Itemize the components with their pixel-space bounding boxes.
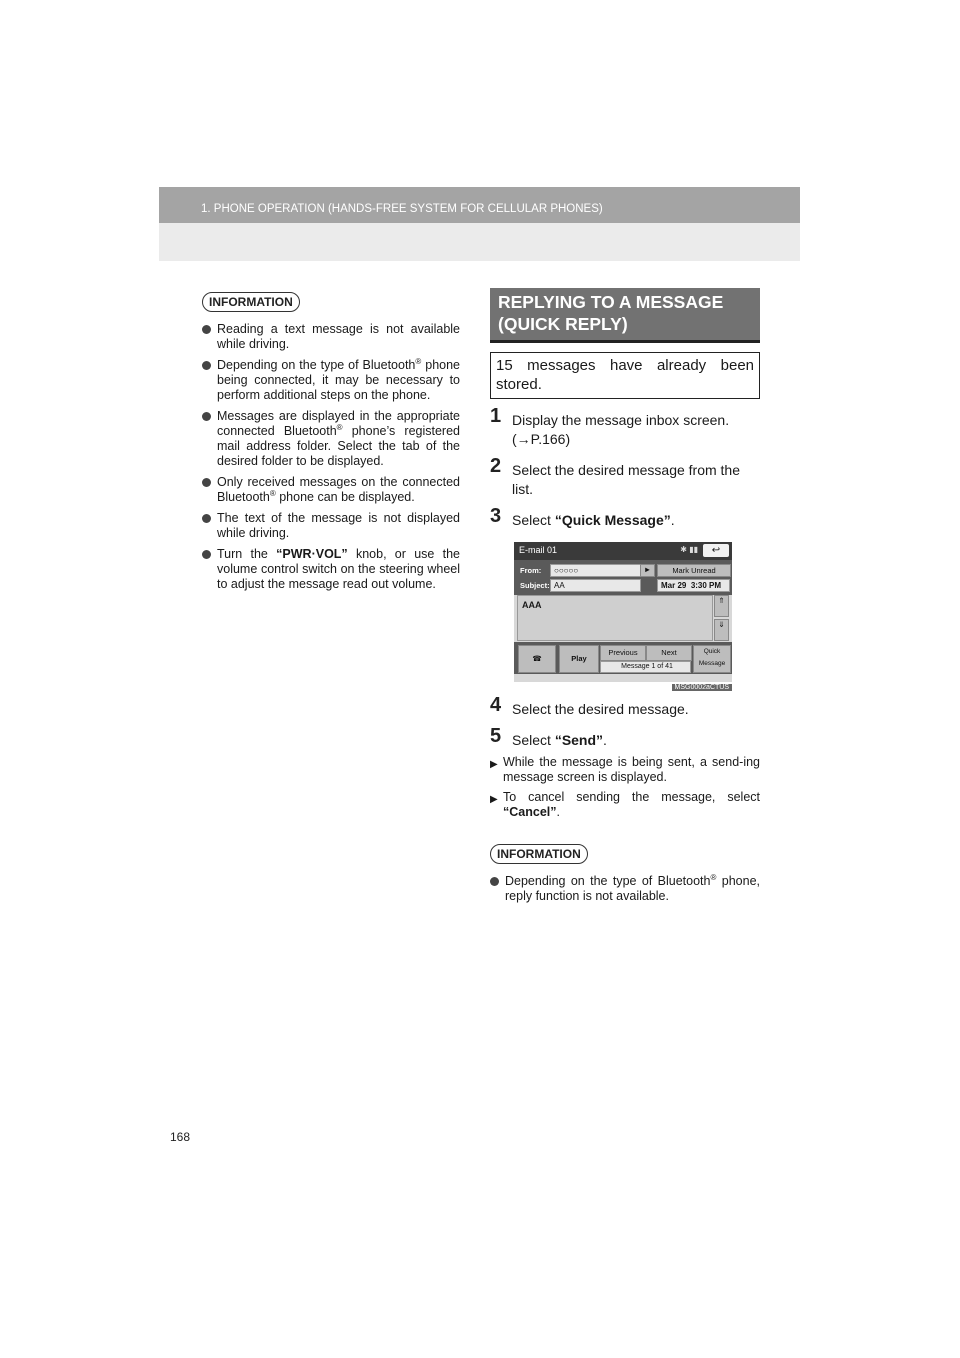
scroll-down-button[interactable]: ⇓	[714, 619, 729, 641]
right-column	[490, 288, 760, 910]
info-bullet-1: Reading a text message is not available while driving.	[202, 322, 460, 352]
message-screen-image	[514, 542, 732, 691]
step-4: 4 Select the desired message.	[490, 694, 689, 717]
info-bullet-3: Messages are displayed in the appropriate connected Bluetooth® phone’s registered mail address folder. Select the tab of the desired folder to be displayed.	[202, 409, 460, 469]
screen-title-bar: E-mail 01 ✱ ▮▮ ↩	[514, 542, 732, 560]
sub-bullet-1: ▶ While the message is being sent, a send-ing message screen is displayed.	[490, 755, 760, 784]
right-info-bullet: Depending on the type of Bluetooth® phone, reply function is not available.	[490, 874, 760, 904]
step-3: 3 Select “Quick Message”.	[490, 505, 675, 528]
bullet-dot-icon	[202, 550, 211, 559]
previous-button[interactable]: Previous	[600, 645, 646, 661]
bullet-dot-icon	[202, 478, 211, 487]
info-bullet-6: Turn the “PWR·VOL” knob, or use the volume control switch on the steering wheel to adjust the message read out volume.	[202, 547, 460, 592]
section-rule	[490, 340, 760, 343]
mark-unread-button[interactable]: Mark Unread	[657, 564, 731, 577]
page-number: 168	[170, 1130, 191, 1144]
step-5: 5 Select “Send”.	[490, 725, 607, 748]
section-title: REPLYING TO A MESSAGE (QUICK REPLY)	[490, 288, 760, 340]
quick-message-button[interactable]: Quick Message	[693, 645, 731, 673]
scroll-up-button[interactable]: ⇑	[714, 595, 729, 617]
step-2: 2 Select the desired message from the list.	[490, 455, 741, 497]
play-button[interactable]: Play	[559, 645, 599, 673]
bullet-dot-icon	[202, 325, 211, 334]
chapter-header	[159, 187, 800, 261]
stored-note: 15 messages have already been stored.	[490, 352, 760, 399]
triangle-bullet-icon: ▶	[490, 759, 498, 770]
return-arrow-icon[interactable]: ↩	[703, 544, 729, 557]
from-field: ○○○○○	[550, 564, 641, 577]
from-label: From:	[520, 566, 542, 575]
bullet-dot-icon	[202, 514, 211, 523]
step-1: 1 Display the message inbox screen. (→P.166)	[490, 405, 730, 447]
chapter-title: 1. PHONE OPERATION (HANDS-FREE SYSTEM FOR CELLULAR PHONES)	[201, 203, 603, 215]
message-body: AAA	[517, 595, 713, 641]
right-information	[490, 844, 760, 904]
image-code: MSG0002aCTUS	[672, 684, 732, 691]
info-bullet-4: Only received messages on the connected Bluetooth® phone can be displayed.	[202, 475, 460, 505]
triangle-bullet-icon: ▶	[490, 794, 498, 805]
message-counter: Message 1 of 41	[600, 661, 691, 673]
left-column	[202, 292, 460, 598]
date-time: Mar 29 3:30 PM	[657, 579, 730, 592]
information-label: INFORMATION	[202, 292, 300, 312]
play-voice-button[interactable]: ►	[640, 564, 655, 577]
info-bullet-5: The text of the message is not displayed while driving.	[202, 511, 460, 541]
status-icons: ✱ ▮▮	[680, 545, 698, 554]
subject-label: Subject:	[520, 581, 550, 590]
information-label: INFORMATION	[490, 844, 588, 864]
next-button[interactable]: Next	[646, 645, 692, 661]
bullet-dot-icon	[202, 412, 211, 421]
bullet-dot-icon	[202, 361, 211, 370]
phone-icon[interactable]: ☎	[518, 645, 556, 673]
info-bullet-2: Depending on the type of Bluetooth® phone being connected, it may be necessary to perform additional steps on the phone.	[202, 358, 460, 403]
subject-field: AA	[550, 579, 641, 592]
bullet-dot-icon	[490, 877, 499, 886]
sub-bullet-2: ▶ To cancel sending the message, select “Cancel”.	[490, 790, 760, 819]
